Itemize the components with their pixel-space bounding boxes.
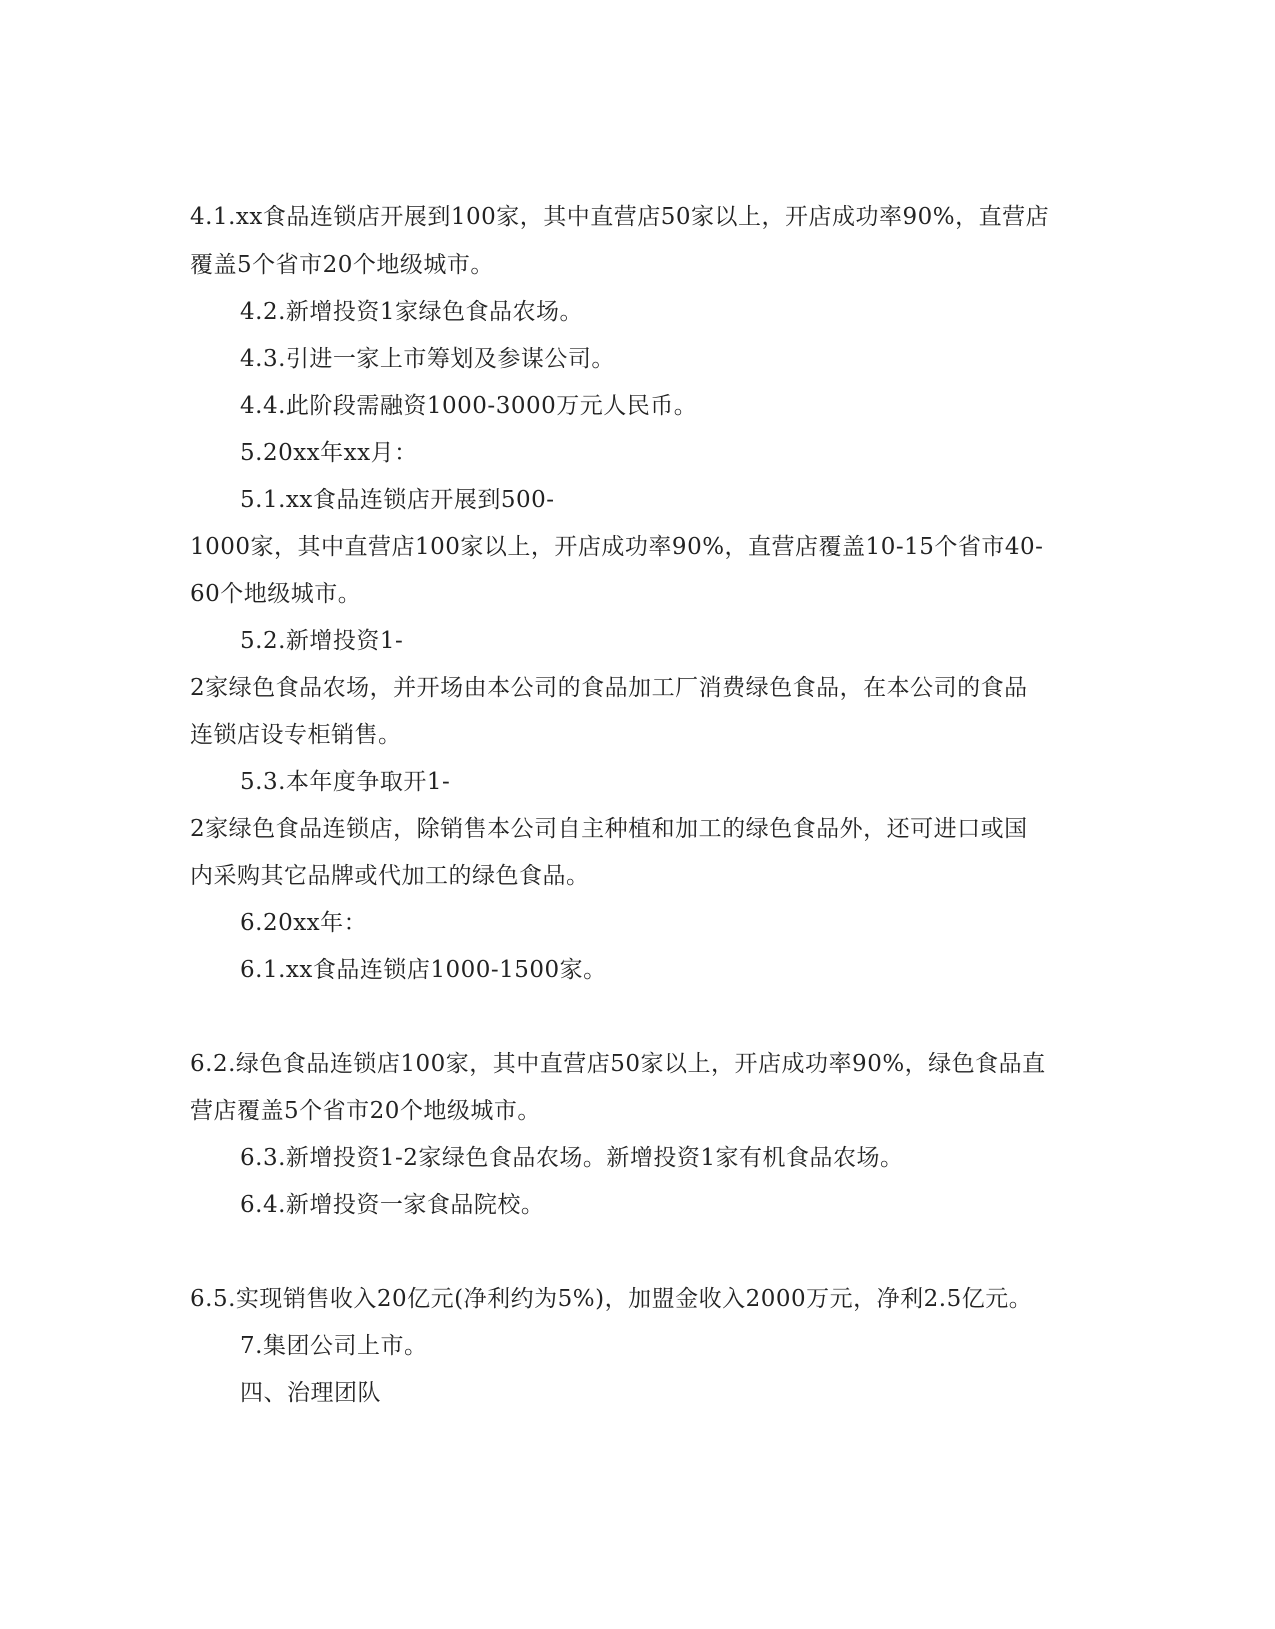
text-line: 4.2.新增投资1家绿色食品农场。 [240,299,584,325]
text-line: 5.3.本年度争取开1- [240,769,451,795]
text-line: 6.2.绿色食品连锁店100家，其中直营店50家以上，开店成功率90%，绿色食品直 [190,1051,1046,1077]
text-line: 内采购其它品牌或代加工的绿色食品。 [190,863,590,889]
text-line: 6.5.实现销售收入20亿元(净利约为5%)，加盟金收入2000万元，净利2.5亿元。 [190,1286,1033,1312]
text-line: 6.4.新增投资一家食品院校。 [240,1192,545,1218]
text-line: 4.3.引进一家上市筹划及参谋公司。 [240,346,615,372]
text-line: 5.2.新增投资1- [240,628,404,654]
text-line: 4.4.此阶段需融资1000-3000万元人民币。 [240,393,698,419]
text-line: 60个地级城市。 [190,581,362,607]
text-line: 2家绿色食品连锁店，除销售本公司自主种植和加工的绿色食品外，还可进口或国 [190,816,1028,842]
text-line: 6.20xx年： [240,910,368,936]
text-line: 6.3.新增投资1-2家绿色食品农场。新增投资1家有机食品农场。 [240,1145,904,1171]
text-line: 5.20xx年xx月： [240,440,418,466]
section-heading: 四、治理团队 [240,1380,381,1406]
text-line: 覆盖5个省市20个地级城市。 [190,252,494,278]
text-line: 2家绿色食品农场，并开场由本公司的食品加工厂消费绿色食品，在本公司的食品 [190,675,1028,701]
text-line: 营店覆盖5个省市20个地级城市。 [190,1098,541,1124]
text-line: 4.1.xx食品连锁店开展到100家，其中直营店50家以上，开店成功率90%，直营店 [190,204,1050,230]
text-line: 1000家，其中直营店100家以上，开店成功率90%，直营店覆盖10-15个省市40- [190,534,1044,560]
text-line: 5.1.xx食品连锁店开展到500- [240,487,555,513]
text-line: 7.集团公司上市。 [240,1333,428,1359]
text-line: 6.1.xx食品连锁店1000-1500家。 [240,957,607,983]
text-line: 连锁店设专柜销售。 [190,722,402,748]
